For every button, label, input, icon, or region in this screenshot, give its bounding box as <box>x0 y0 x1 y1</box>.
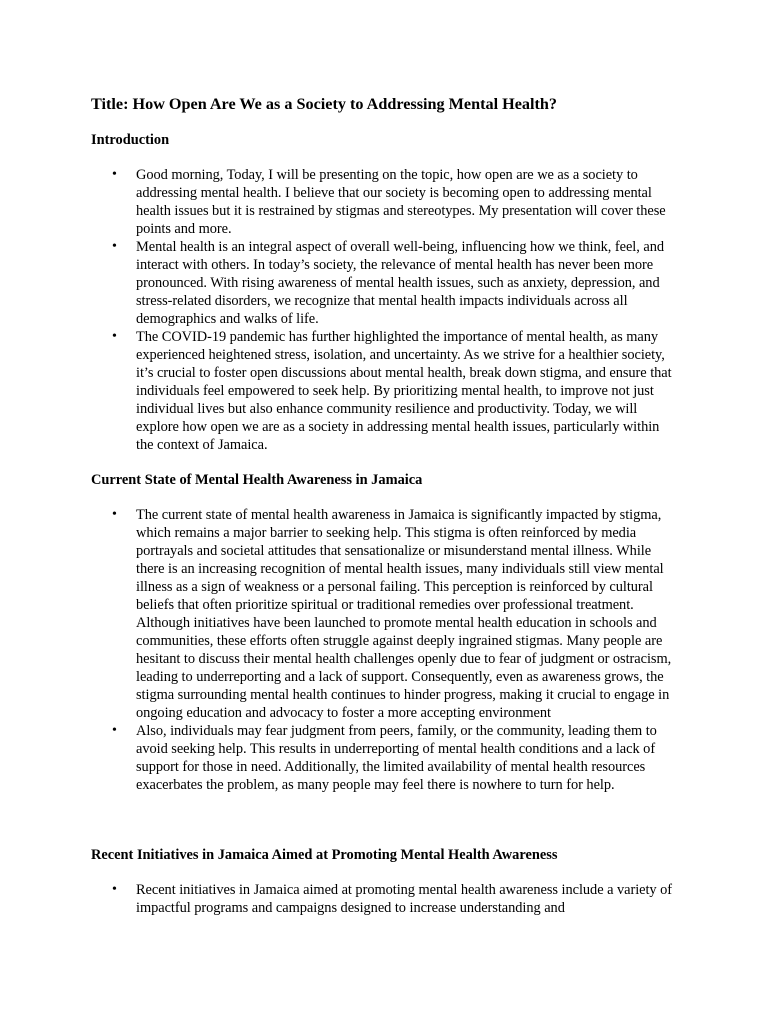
introduction-bullet-list <box>136 166 677 454</box>
bullet-item: • The current state of mental health awareness in Jamaica is significantly impacted by stigma, which remains a major barrier to seeking help. This stigma is often reinforced by media portrayals and societal attitudes that sensationalize or misunderstand mental illness. While there is an increasing recognition of mental health issues, many individuals still view mental illness as a sign of weakness or a personal failing. This perception is reinforced by cultural beliefs that often prioritize spiritual or traditional remedies over professional treatment. Although initiatives have been launched to promote mental health education in schools and communities, these efforts often struggle against deeply ingrained stigmas. Many people are hesitant to discuss their mental health challenges openly due to fear of judgment or ostracism, leading to underreporting and a lack of support. Consequently, even as awareness grows, the stigma surrounding mental health continues to hinder progress, making it crucial to engage in ongoing education and advocacy to foster a more accepting environment <box>136 506 677 722</box>
section-heading-introduction: Introduction <box>91 132 170 148</box>
section-heading-recent-initiatives: Recent Initiatives in Jamaica Aimed at Promoting Mental Health Awareness <box>91 847 558 863</box>
recent-initiatives-bullet-list <box>136 881 677 917</box>
current-state-bullet-list <box>136 506 677 794</box>
section-heading-current-state: Current State of Mental Health Awareness in Jamaica <box>91 472 423 488</box>
bullet-item: • The COVID-19 pandemic has further highlighted the importance of mental health, as many experienced heightened stress, isolation, and uncertainty. As we strive for a healthier society, it’s crucial to foster open discussions about mental health, break down stigma, and ensure that individuals feel empowered to seek help. By prioritizing mental health, to improve not just individual lives but also enhance community resilience and productivity. Today, we will explore how open we are as a society in addressing mental health issues, particularly within the context of Jamaica. <box>136 328 677 454</box>
bullet-item: • Good morning, Today, I will be presenting on the topic, how open are we as a society to addressing mental health. I believe that our society is becoming open to addressing mental health issues but it is restrained by stigmas and stereotypes. My presentation will cover these points and more. <box>136 166 677 238</box>
bullet-item: • Also, individuals may fear judgment from peers, family, or the community, leading them to avoid seeking help. This results in underreporting of mental health conditions and a lack of support for those in need. Additionally, the limited availability of mental health resources exacerbates the problem, as many people may feel there is nowhere to turn for help. <box>136 722 677 794</box>
document-title: Title: How Open Are We as a Society to Addressing Mental Health? <box>91 95 557 113</box>
bullet-item: • Mental health is an integral aspect of overall well-being, influencing how we think, feel, and interact with others. In today’s society, the relevance of mental health has never been more pronounced. With rising awareness of mental health issues, such as anxiety, depression, and stress-related disorders, we recognize that mental health impacts individuals across all demographics and walks of life. <box>136 238 677 328</box>
bullet-item: • Recent initiatives in Jamaica aimed at promoting mental health awareness include a variety of impactful programs and campaigns designed to increase understanding and <box>136 881 677 917</box>
